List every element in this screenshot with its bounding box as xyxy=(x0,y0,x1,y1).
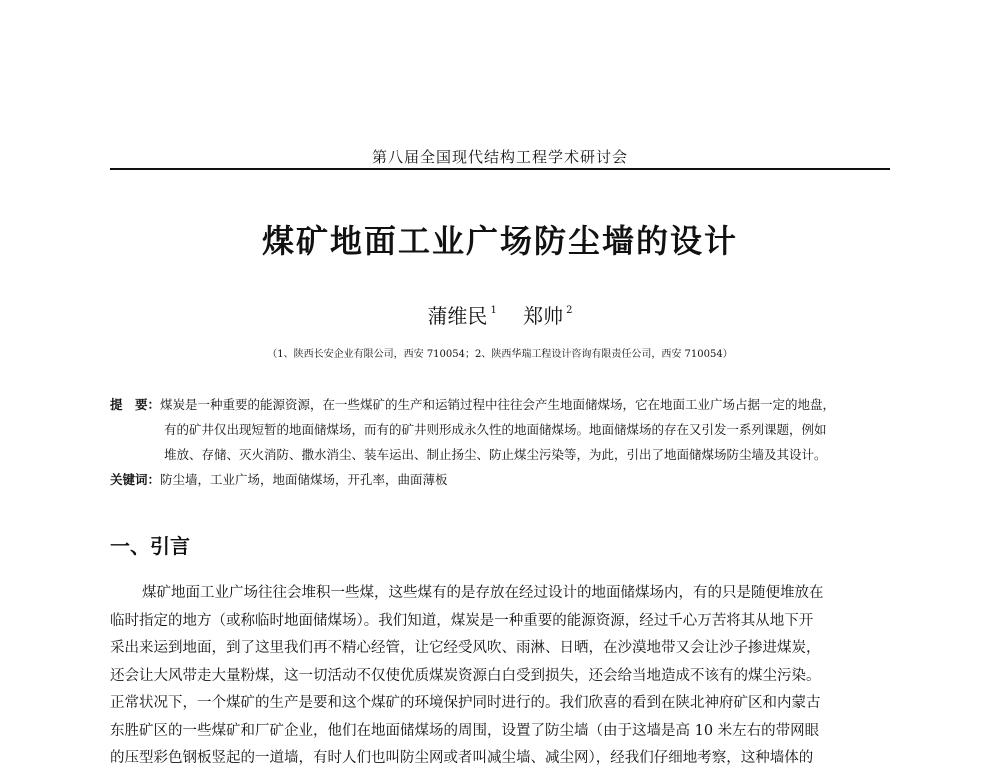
body-line-4: 还会让大风带走大量粉煤，这一切活动不仅使优质煤炭资源白白受到损失，还会给当地造成不该有的煤尘污染。 xyxy=(110,667,821,684)
abstract-line-1 xyxy=(110,392,896,417)
header-rule xyxy=(110,168,890,170)
abstract-label: 提 要： xyxy=(110,397,161,412)
author-1 xyxy=(427,304,496,328)
abstract-text-1: 煤炭是一种重要的能源资源，在一些煤矿的生产和运销过程中往往会产生地面储煤场，它在地面工业广场占据一定的地盘， xyxy=(160,397,836,412)
affiliations: （1、陕西长安企业有限公司，西安 710054；2、陕西华瑞工程设计咨询有限责任公司，西安 710054） xyxy=(267,349,733,360)
body-line-7: 的压型彩色钢板竖起的一道墙，有时人们也叫防尘网或者叫减尘墙、减尘网），经我们仔细地考察，这种墙体的 xyxy=(110,750,814,766)
body-line-5: 正常状况下，一个煤矿的生产是要和这个煤矿的环境保护同时进行的。我们欣喜的看到在陕北神府矿区和内蒙古 xyxy=(110,695,821,711)
body-line-6: 东胜矿区的一些煤矿和厂矿企业，他们在地面储煤场的周围，设置了防尘墙（由于这墙是高 10 米左右的带网眼 xyxy=(110,722,820,739)
author-list xyxy=(110,300,890,329)
author-1-affiliation-mark: 1 xyxy=(490,305,497,316)
author-2 xyxy=(523,304,572,328)
abstract-line-3: 堆放、存储、灭火消防、撒水消尘、装车运出、制止扬尘、防止煤尘污染等，为此，引出了地面储煤场防尘墙及其设计。 xyxy=(164,447,827,462)
body-line-2: 临时指定的地方（或称临时地面储煤场）。我们知道，煤炭是一种重要的能源资源，经过千心万苦将其从地下开 xyxy=(110,612,814,629)
author-2-affiliation-mark: 2 xyxy=(566,305,573,316)
section-body xyxy=(110,580,900,773)
abstract-block xyxy=(110,392,896,492)
abstract-line-2: 有的矿井仅出现短暂的地面储煤场，而有的矿井则形成永久性的地面储煤场。地面储煤场的存在又引发一系列课题，例如 xyxy=(164,422,827,437)
body-line-3: 采出来运到地面，到了这里我们再不精心经管，让它经受风吹、雨淋、日晒，在沙漠地带又会让沙子掺进煤炭， xyxy=(110,640,821,656)
keywords-line xyxy=(110,467,896,492)
keywords-label: 关键词： xyxy=(110,472,161,487)
author-2-name: 郑帅 xyxy=(523,304,564,328)
paper-title: 煤矿地面工业广场防尘墙的设计 xyxy=(261,222,738,260)
body-line-1: 煤矿地面工业广场往往会堆积一些煤，这些煤有的是存放在经过设计的地面储煤场内，有的只是随便堆放在 xyxy=(142,585,824,601)
section-heading: 一、引言 xyxy=(110,534,190,558)
author-1-name: 蒲维民 xyxy=(427,304,488,328)
keywords-text: 防尘墙，工业广场，地面储煤场，开孔率，曲面薄板 xyxy=(160,472,448,487)
running-header: 第八届全国现代结构工程学术研讨会 xyxy=(371,148,628,166)
